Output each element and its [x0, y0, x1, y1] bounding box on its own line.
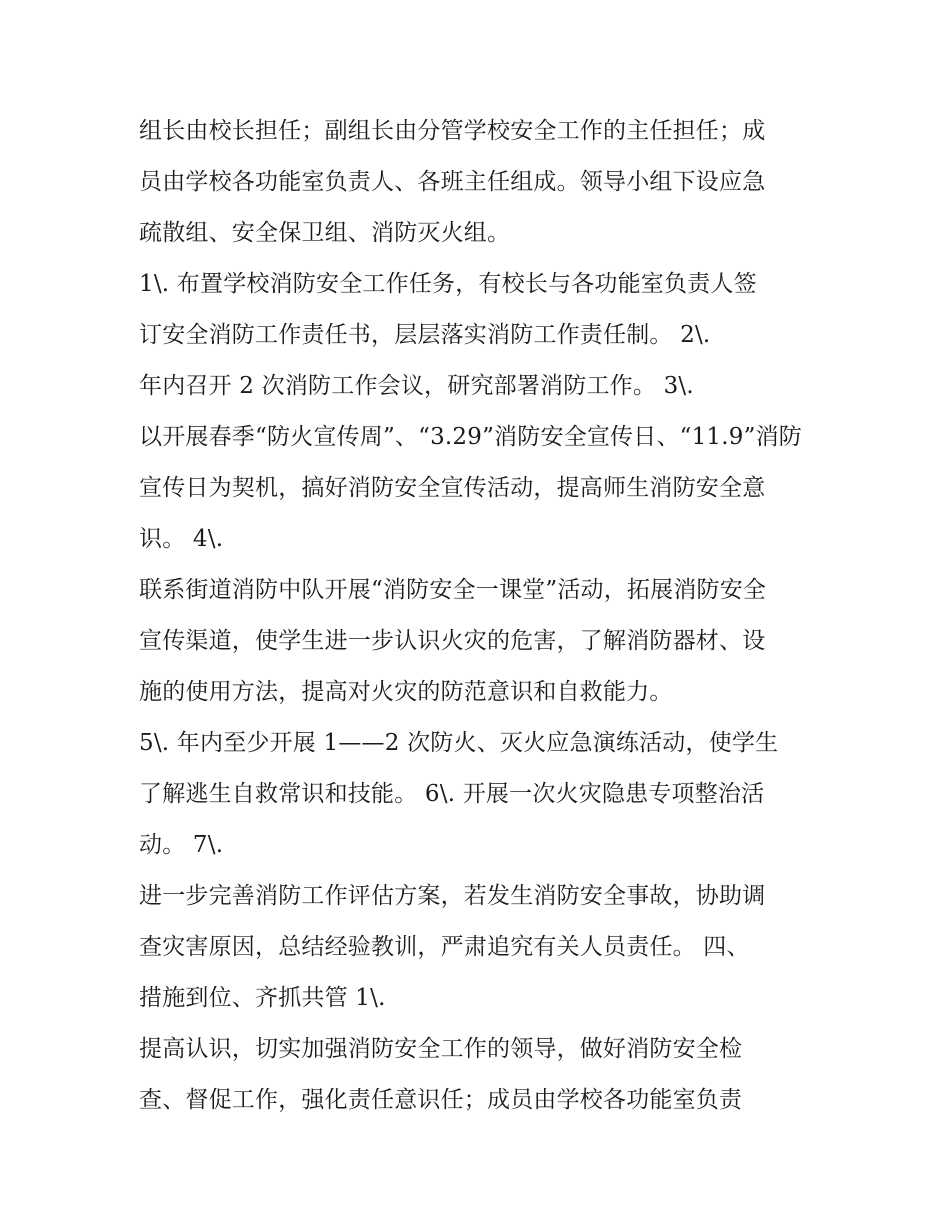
text-line: 员由学校各功能室负责人、各班主任组成。领导小组下设应急 [139, 169, 766, 195]
text-line: 查灾害原因，总结经验教训，严肃追究有关人员责任。 四、 [139, 934, 750, 960]
text-line: 动。 7\. [139, 832, 224, 858]
text-line: 宣传渠道，使学生进一步认识火灾的危害，了解消防器材、设 [139, 628, 766, 654]
text-line: 订安全消防工作责任书，层层落实消防工作责任制。 2\. [139, 322, 711, 348]
text-line: 组长由校长担任；副组长由分管学校安全工作的主任担任；成 [139, 118, 766, 144]
text-line: 疏散组、安全保卫组、消防灭火组。 [139, 220, 511, 246]
document-body [139, 106, 819, 1126]
text-line: 措施到位、齐抓共管 1\. [139, 985, 386, 1011]
text-line: 以开展春季“防火宣传周”、“3.29”消防安全宣传日、“11.9”消防 [139, 424, 802, 450]
text-line: 提高认识，切实加强消防安全工作的领导，做好消防安全检 [139, 1036, 743, 1062]
text-line: 了解逃生自救常识和技能。 6\. 开展一次火灾隐患专项整治活 [139, 781, 765, 807]
text-line: 进一步完善消防工作评估方案，若发生消防安全事故，协助调 [139, 883, 766, 909]
text-line: 5\. 年内至少开展 1——2 次防火、灭火应急演练活动，使学生 [139, 730, 779, 756]
text-line: 查、督促工作，强化责任意识任；成员由学校各功能室负责 [139, 1087, 743, 1113]
text-line: 1\. 布置学校消防安全工作任务，有校长与各功能室负责人签 [139, 271, 757, 297]
text-line: 联系街道消防中队开展“消防安全一课堂”活动，拓展消防安全 [139, 577, 767, 603]
text-line: 年内召开 2 次消防工作会议，研究部署消防工作。 3\. [139, 373, 694, 399]
text-line: 施的使用方法，提高对火灾的防范意识和自救能力。 [139, 679, 673, 705]
text-line: 宣传日为契机，搞好消防安全宣传活动，提高师生消防安全意 [139, 475, 766, 501]
text-line: 识。 4\. [139, 526, 224, 552]
